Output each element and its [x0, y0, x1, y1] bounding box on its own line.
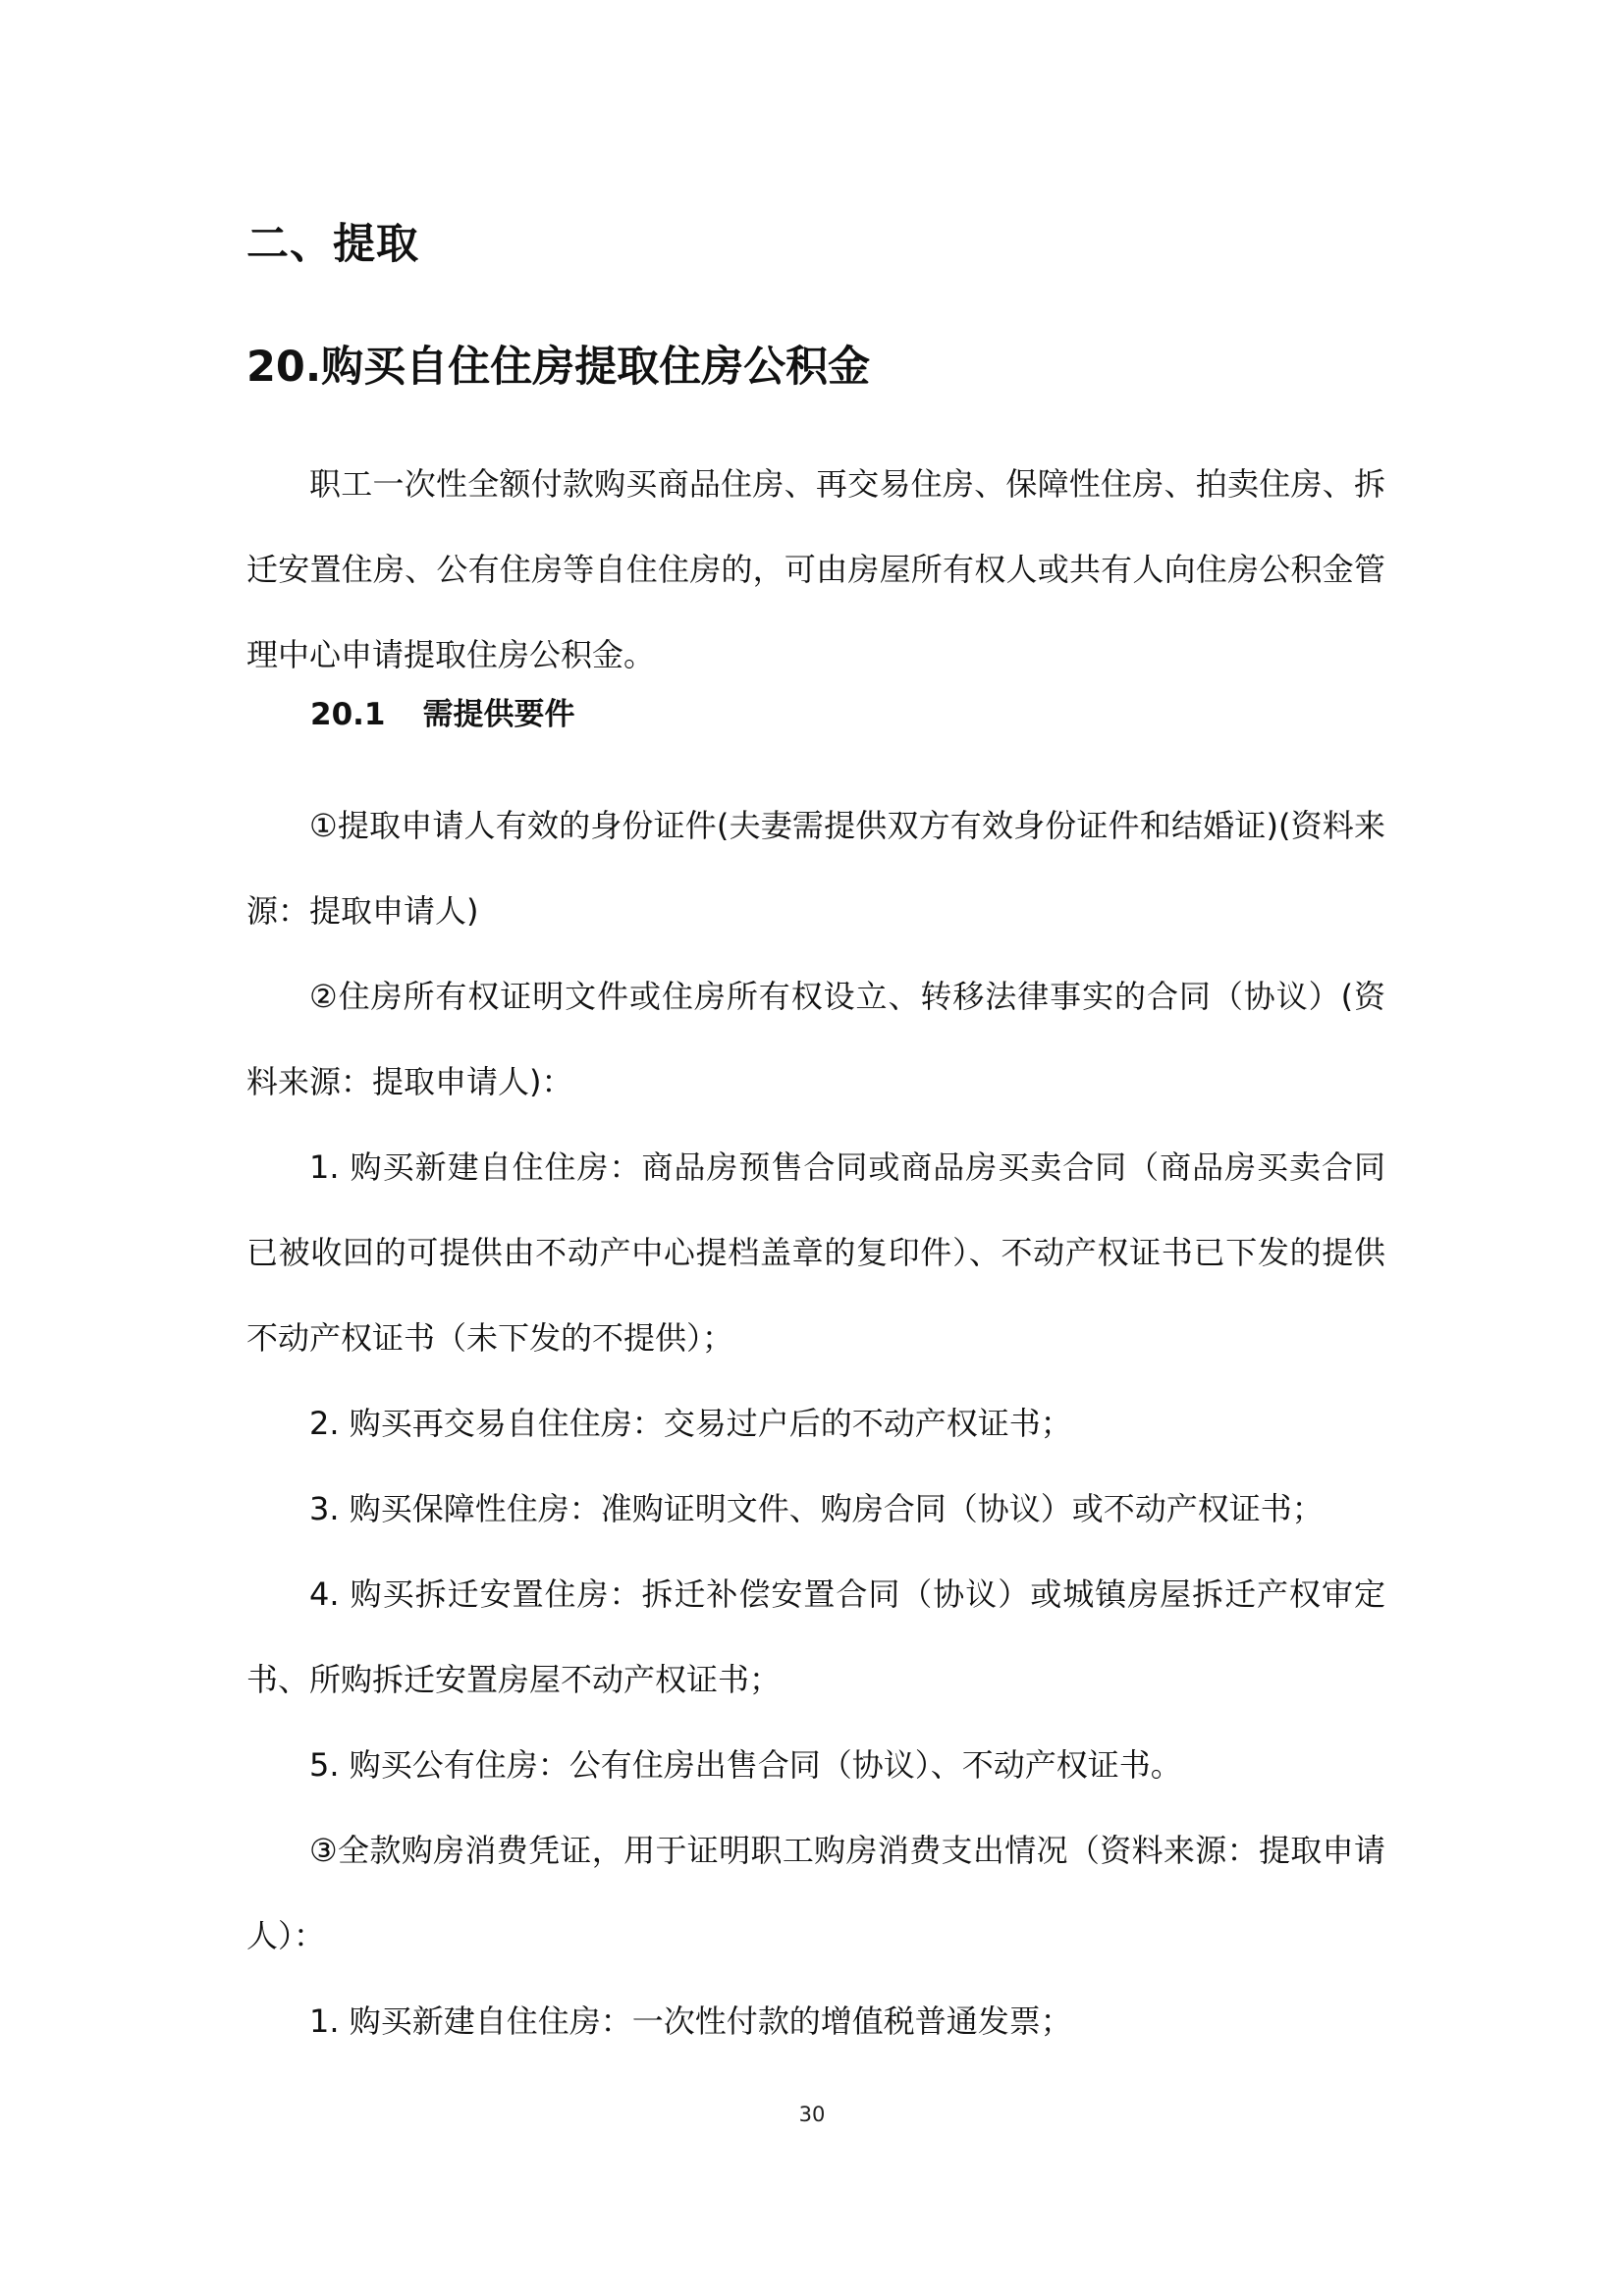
requirement-2: ②住房所有权证明文件或住房所有权设立、转移法律事实的合同（协议）(资料来源：提取申请人)：	[246, 978, 1385, 1100]
requirement-2-item-3: 3. 购买保障性住房：准购证明文件、购房合同（协议）或不动产权证书；	[309, 1490, 1324, 1527]
requirement-2-item-5: 5. 购买公有住房：公有住房出售合同（协议）、不动产权证书。	[309, 1746, 1182, 1784]
section-title: 二、提取	[246, 220, 419, 269]
subsection-title: 需提供要件	[422, 697, 575, 732]
requirement-3: ③全款购房消费凭证，用于证明职工购房消费支出情况（资料来源：提取申请人）：	[246, 1832, 1385, 1954]
article-title: 20.购买自住住房提取住房公积金	[246, 343, 871, 392]
requirement-2-item-4: 4. 购买拆迁安置住房：拆迁补偿安置合同（协议）或城镇房屋拆迁产权审定书、所购拆迁安置房屋不动产权证书；	[246, 1575, 1385, 1698]
requirement-2-item-2: 2. 购买再交易自住住房：交易过户后的不动产权证书；	[309, 1405, 1072, 1442]
subsection-number: 20.1	[310, 697, 386, 732]
requirement-1: ①提取申请人有效的身份证件(夫妻需提供双方有效身份证件和结婚证)(资料来源：提取申请人)	[246, 807, 1385, 930]
requirement-2-item-1: 1. 购买新建自住住房：商品房预售合同或商品房买卖合同（商品房买卖合同已被收回的可提供由不动产中心提档盖章的复印件）、不动产权证书已下发的提供不动产权证书（未下发的不提供）；	[246, 1148, 1385, 1357]
requirement-3-item-1: 1. 购买新建自住住房：一次性付款的增值税普通发票；	[309, 2002, 1072, 2040]
page-number: 30	[798, 2103, 826, 2126]
subsection-heading	[310, 689, 575, 733]
intro-paragraph: 职工一次性全额付款购买商品住房、再交易住房、保障性住房、拍卖住房、拆迁安置住房、公有住房等自住住房的，可由房屋所有权人或共有人向住房公积金管理中心申请提取住房公积金。	[246, 465, 1385, 673]
